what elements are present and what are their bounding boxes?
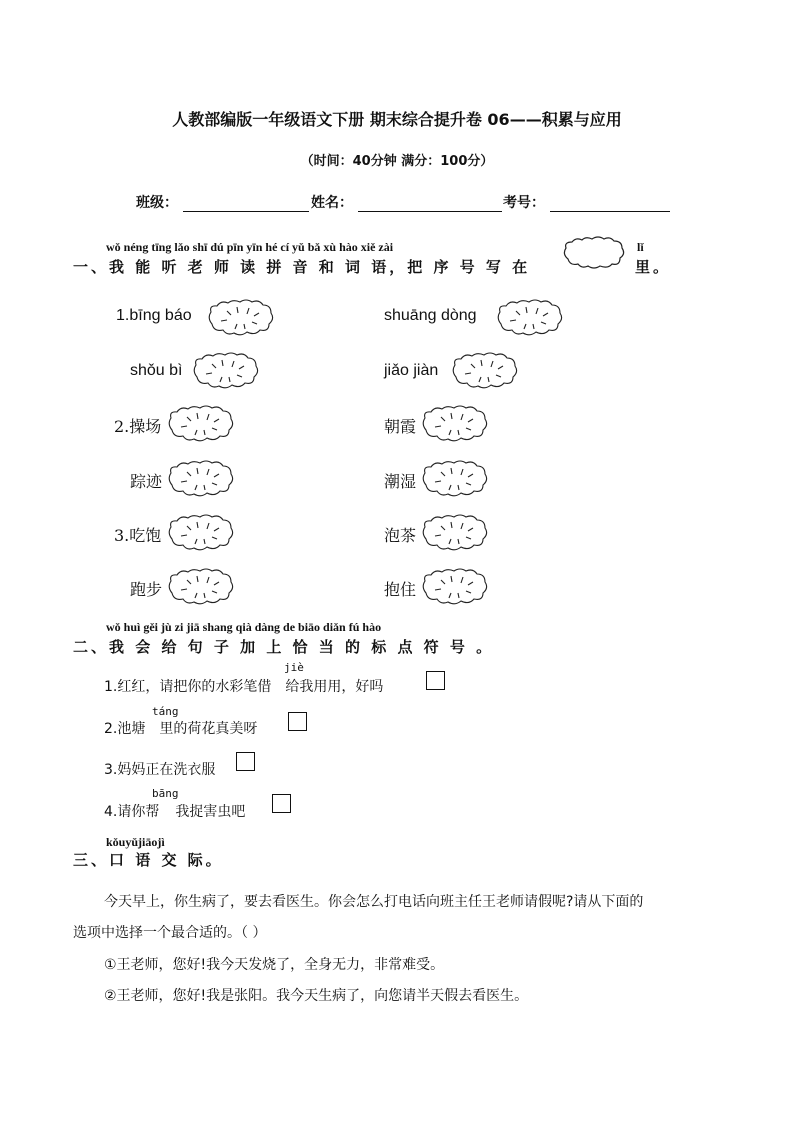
answer-cloud-6-left[interactable]: [167, 568, 235, 606]
answer-cloud-5-left[interactable]: [167, 514, 235, 552]
class-blank[interactable]: [183, 197, 309, 212]
item-3-right: 朝霞: [384, 417, 417, 436]
item-2-right: jiǎo jiàn: [384, 362, 439, 379]
sentence-2-before: 2.池塘: [104, 721, 146, 737]
ruby-tang: táng: [152, 705, 179, 718]
sentence-1: [104, 676, 383, 696]
item-3-left: 2.操场: [114, 417, 162, 436]
sentence-2: [104, 718, 257, 738]
answer-cloud-3-left[interactable]: [167, 405, 235, 443]
punctuation-box-2[interactable]: [288, 712, 307, 731]
item-4-right: 潮湿: [384, 472, 417, 491]
section1-heading-end: 里。: [635, 258, 672, 276]
sentence-2-after: 里的荷花真美呀: [159, 721, 258, 737]
question-line-1: 今天早上，你生病了，要去看医生。你会怎么打电话向班主任王老师请假呢?请从下面的: [104, 894, 644, 910]
answer-cloud-1-left[interactable]: [207, 299, 275, 337]
item-1-right: shuāng dòng: [384, 307, 477, 324]
page-title: 人教部编版一年级语文下册 期末综合提升卷 06——积累与应用: [172, 110, 622, 129]
sentence-1-after: 给我用用，好吗: [285, 679, 384, 695]
class-field: [136, 192, 309, 212]
punctuation-box-1[interactable]: [426, 671, 445, 690]
option-1: ①王老师，您好!我今天发烧了，全身无力，非常难受。: [104, 957, 445, 973]
answer-cloud-3-right[interactable]: [421, 405, 489, 443]
section1-heading: 一、我 能 听 老 师 读 拼 音 和 词 语，把 序 号 写 在: [73, 258, 531, 276]
punctuation-box-4[interactable]: [272, 794, 291, 813]
item-4-left: 踪迹: [130, 472, 163, 491]
ruby-jie: jiè: [284, 661, 304, 674]
name-field: [311, 192, 502, 212]
answer-cloud-2-right[interactable]: [451, 352, 519, 390]
leaf-icon: [562, 236, 626, 270]
answer-cloud-2-left[interactable]: [192, 352, 260, 390]
section1-pinyin-end: lǐ: [637, 240, 644, 254]
section2-heading: 二、我 会 给 句 子 加 上 恰 当 的 标 点 符 号 。: [73, 638, 495, 656]
number-field: [503, 192, 670, 212]
section2-pinyin: wǒ huì gěi jù zi jiā shang qià dàng de biāo diǎn fú hào: [106, 620, 382, 634]
answer-cloud-4-right[interactable]: [421, 460, 489, 498]
item-5-left: 3.吃饱: [114, 526, 162, 545]
sentence-3: 3.妈妈正在洗衣服: [104, 762, 216, 778]
sentence-4: [104, 801, 245, 821]
ruby-bang: bāng: [152, 787, 179, 800]
item-1-left: 1.bīng báo: [116, 307, 192, 324]
answer-cloud-4-left[interactable]: [167, 460, 235, 498]
name-label: 姓名：: [311, 195, 353, 211]
number-blank[interactable]: [550, 197, 670, 212]
class-label: 班级：: [136, 195, 178, 211]
section3-pinyin: kǒuyǔjiāojì: [106, 835, 165, 849]
item-6-right: 抱住: [384, 580, 417, 599]
number-label: 考号：: [503, 195, 545, 211]
sentence-4-after: 我捉害虫吧: [175, 804, 246, 820]
option-2: ②王老师，您好!我是张阳。我今天生病了，向您请半天假去看医生。: [104, 988, 529, 1004]
sentence-1-before: 1.红红，请把你的水彩笔借: [104, 679, 272, 695]
sentence-4-before: 4.请你帮: [104, 804, 160, 820]
question-line-2: 选项中选择一个最合适的。（ ）: [73, 925, 267, 941]
answer-cloud-5-right[interactable]: [421, 514, 489, 552]
item-5-right: 泡茶: [384, 526, 417, 545]
answer-cloud-1-right[interactable]: [496, 299, 564, 337]
section3-heading: 三、口 语 交 际。: [73, 851, 224, 869]
item-6-left: 跑步: [130, 580, 163, 599]
answer-cloud-6-right[interactable]: [421, 568, 489, 606]
exam-time-score: （时间：40分钟 满分：100分）: [300, 154, 494, 169]
item-2-left: shǒu bì: [130, 362, 183, 379]
name-blank[interactable]: [358, 197, 502, 212]
section1-pinyin: wǒ néng tīng lǎo shī dú pīn yīn hé cí yǔ bǎ xù hào xiě zài: [106, 240, 394, 254]
punctuation-box-3[interactable]: [236, 752, 255, 771]
